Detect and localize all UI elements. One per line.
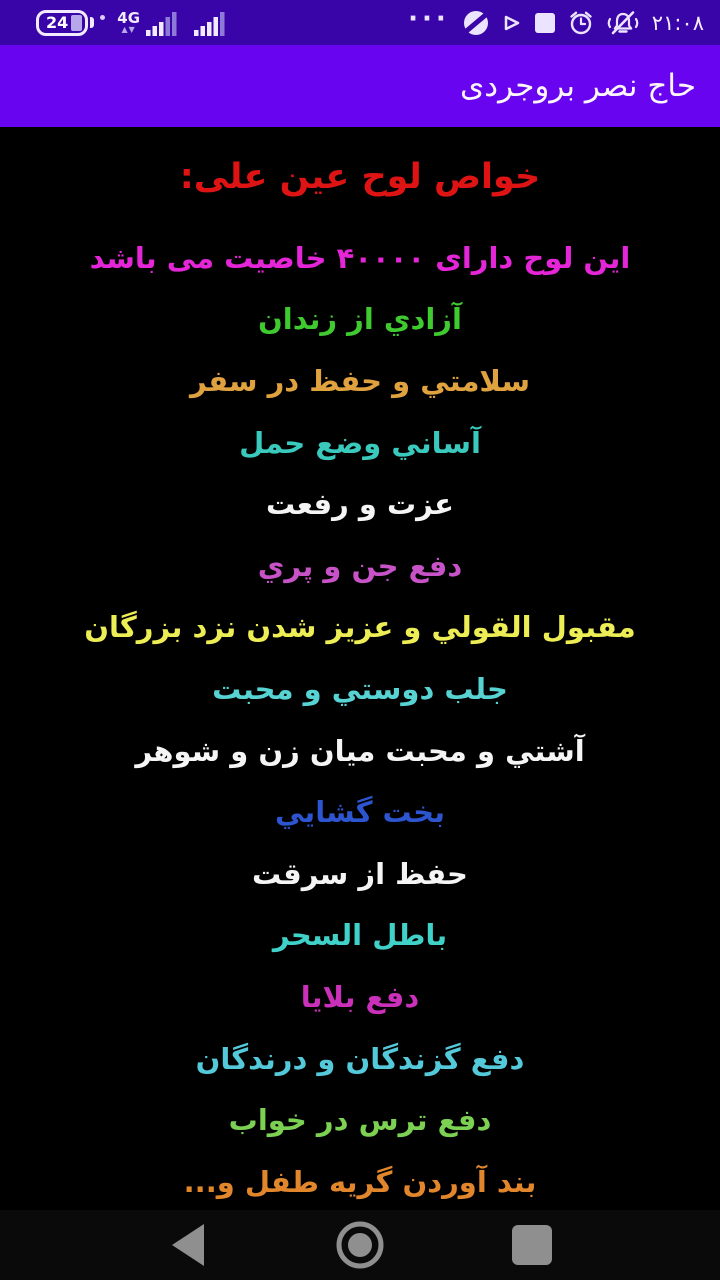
property-line: حفظ از سرقت [252, 856, 468, 891]
page-title: خواص لوح عین علی: [179, 157, 541, 197]
home-circle-icon [334, 1219, 386, 1271]
property-line: آشتي و محبت ميان زن و شوهر [135, 733, 585, 768]
property-line: دفع بلايا [300, 979, 420, 1014]
property-line: سلامتي و حفظ در سفر [190, 363, 530, 398]
app-title: حاج نصر بروجردی [460, 68, 696, 104]
back-button[interactable] [158, 1215, 218, 1275]
status-bar-right [408, 0, 704, 45]
property-line: آزادي از زندان [258, 302, 462, 337]
signal-bars-sim2-icon [194, 10, 230, 36]
property-line: آساني وضع حمل [239, 425, 481, 460]
notification-overflow-icon: ··· [408, 3, 450, 34]
property-line: باطل السحر [272, 918, 448, 953]
signal-bars-sim1-icon [146, 10, 182, 36]
android-nav-bar [0, 1210, 720, 1280]
property-line: این لوح دارای ۴۰۰۰۰ خاصیت می باشد [89, 240, 631, 275]
status-bar [0, 0, 720, 45]
network-type-label: 4G ▲▼ [117, 9, 141, 34]
clock-time: ۲۱:۰۸ [651, 10, 704, 35]
battery-fill [71, 15, 82, 31]
status-bar-left [16, 0, 230, 45]
vibrate-muted-bell-icon [606, 10, 640, 36]
content-scroll-area[interactable] [0, 127, 720, 1210]
recents-square-icon [511, 1224, 553, 1266]
property-line: مقبول القولي و عزيز شدن نزد بزرگان [84, 610, 636, 645]
property-line: دفع گزندگان و درندگان [195, 1041, 525, 1076]
data-saver-icon [462, 9, 490, 37]
property-line: بند آوردن گريه طفل و... [183, 1164, 537, 1199]
back-triangle-icon [170, 1222, 206, 1268]
property-line: دفع ترس در خواب [228, 1103, 492, 1138]
app-bar [0, 45, 720, 127]
battery-icon [36, 10, 88, 36]
property-line: جلب دوستي و محبت [212, 671, 508, 706]
alarm-clock-icon [568, 10, 594, 36]
home-button[interactable] [330, 1215, 390, 1275]
battery-tip [90, 17, 94, 28]
property-line: بخت گشايي [274, 795, 446, 830]
screenshot-square-icon [534, 12, 556, 34]
battery-percent: 24 [46, 12, 69, 32]
network-activity-arrows-icon: ▲▼ [121, 25, 136, 34]
charging-dot-icon [100, 15, 105, 20]
property-line: عزت و رفعت [266, 487, 454, 522]
play-indicator-icon [502, 13, 522, 33]
property-line: دفع جن و پري [257, 548, 463, 583]
recents-button[interactable] [502, 1215, 562, 1275]
